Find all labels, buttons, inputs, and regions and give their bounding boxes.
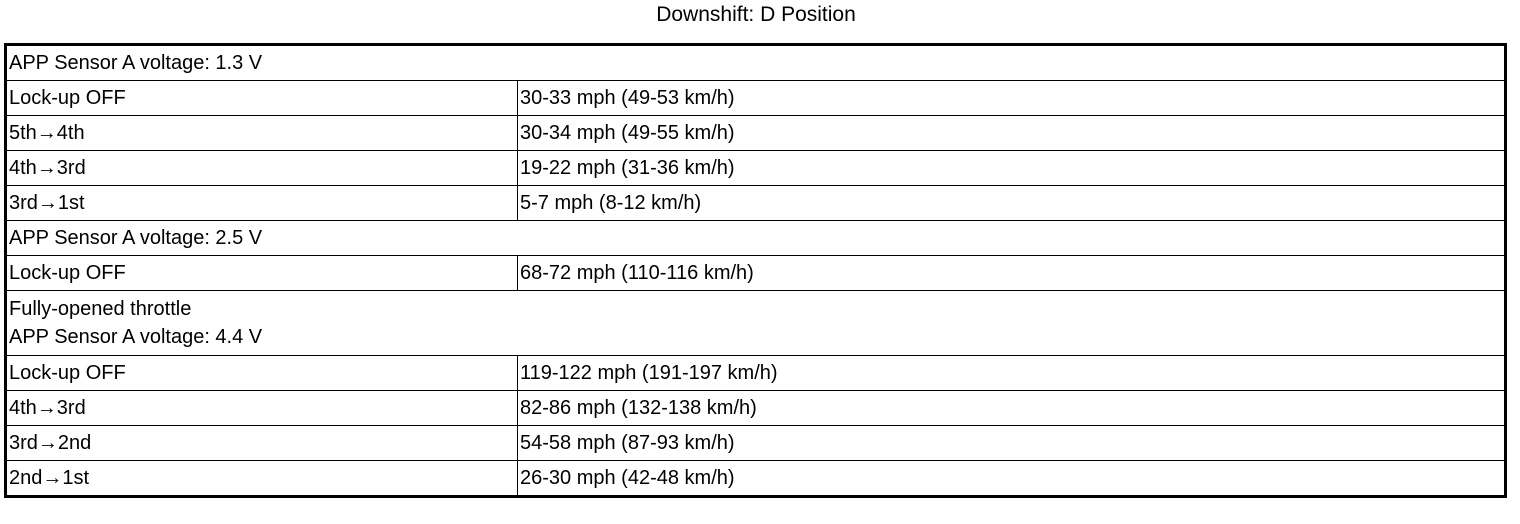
shift-label: 2nd→1st — [6, 461, 518, 497]
shift-speed: 26-30 mph (42-48 km/h) — [518, 461, 1506, 497]
page-title: Downshift: D Position — [656, 3, 856, 26]
downshift-table — [4, 43, 1507, 498]
shift-speed: 119-122 mph (191-197 km/h) — [518, 356, 1506, 391]
shift-label: 3rd→1st — [6, 186, 518, 221]
section-header-row — [6, 45, 1506, 81]
section-header-line: Fully-opened throttle — [9, 298, 192, 320]
table-row — [6, 426, 1506, 461]
shift-label: Lock-up OFF — [6, 81, 518, 116]
shift-speed: 54-58 mph (87-93 km/h) — [518, 426, 1506, 461]
shift-speed: 30-34 mph (49-55 km/h) — [518, 116, 1506, 151]
section-header-row — [6, 291, 1506, 356]
table-row — [6, 391, 1506, 426]
table-row — [6, 81, 1506, 116]
section-header: APP Sensor A voltage: 2.5 V — [6, 221, 1506, 256]
shift-label: Lock-up OFF — [6, 256, 518, 291]
section-header-line: APP Sensor A voltage: 4.4 V — [9, 326, 263, 348]
shift-label: Lock-up OFF — [6, 356, 518, 391]
shift-speed: 19-22 mph (31-36 km/h) — [518, 151, 1506, 186]
shift-label: 4th→3rd — [6, 151, 518, 186]
shift-speed: 82-86 mph (132-138 km/h) — [518, 391, 1506, 426]
table-row — [6, 461, 1506, 497]
shift-label: 5th→4th — [6, 116, 518, 151]
shift-speed: 68-72 mph (110-116 km/h) — [518, 256, 1506, 291]
table-row — [6, 186, 1506, 221]
table-row — [6, 356, 1506, 391]
section-header: APP Sensor A voltage: 1.3 V — [6, 45, 1506, 81]
table-row — [6, 256, 1506, 291]
shift-speed: 30-33 mph (49-53 km/h) — [518, 81, 1506, 116]
shift-speed: 5-7 mph (8-12 km/h) — [518, 186, 1506, 221]
shift-label: 4th→3rd — [6, 391, 518, 426]
section-header-row — [6, 221, 1506, 256]
table-row — [6, 116, 1506, 151]
shift-label: 3rd→2nd — [6, 426, 518, 461]
section-header — [6, 291, 1506, 356]
table-row — [6, 151, 1506, 186]
